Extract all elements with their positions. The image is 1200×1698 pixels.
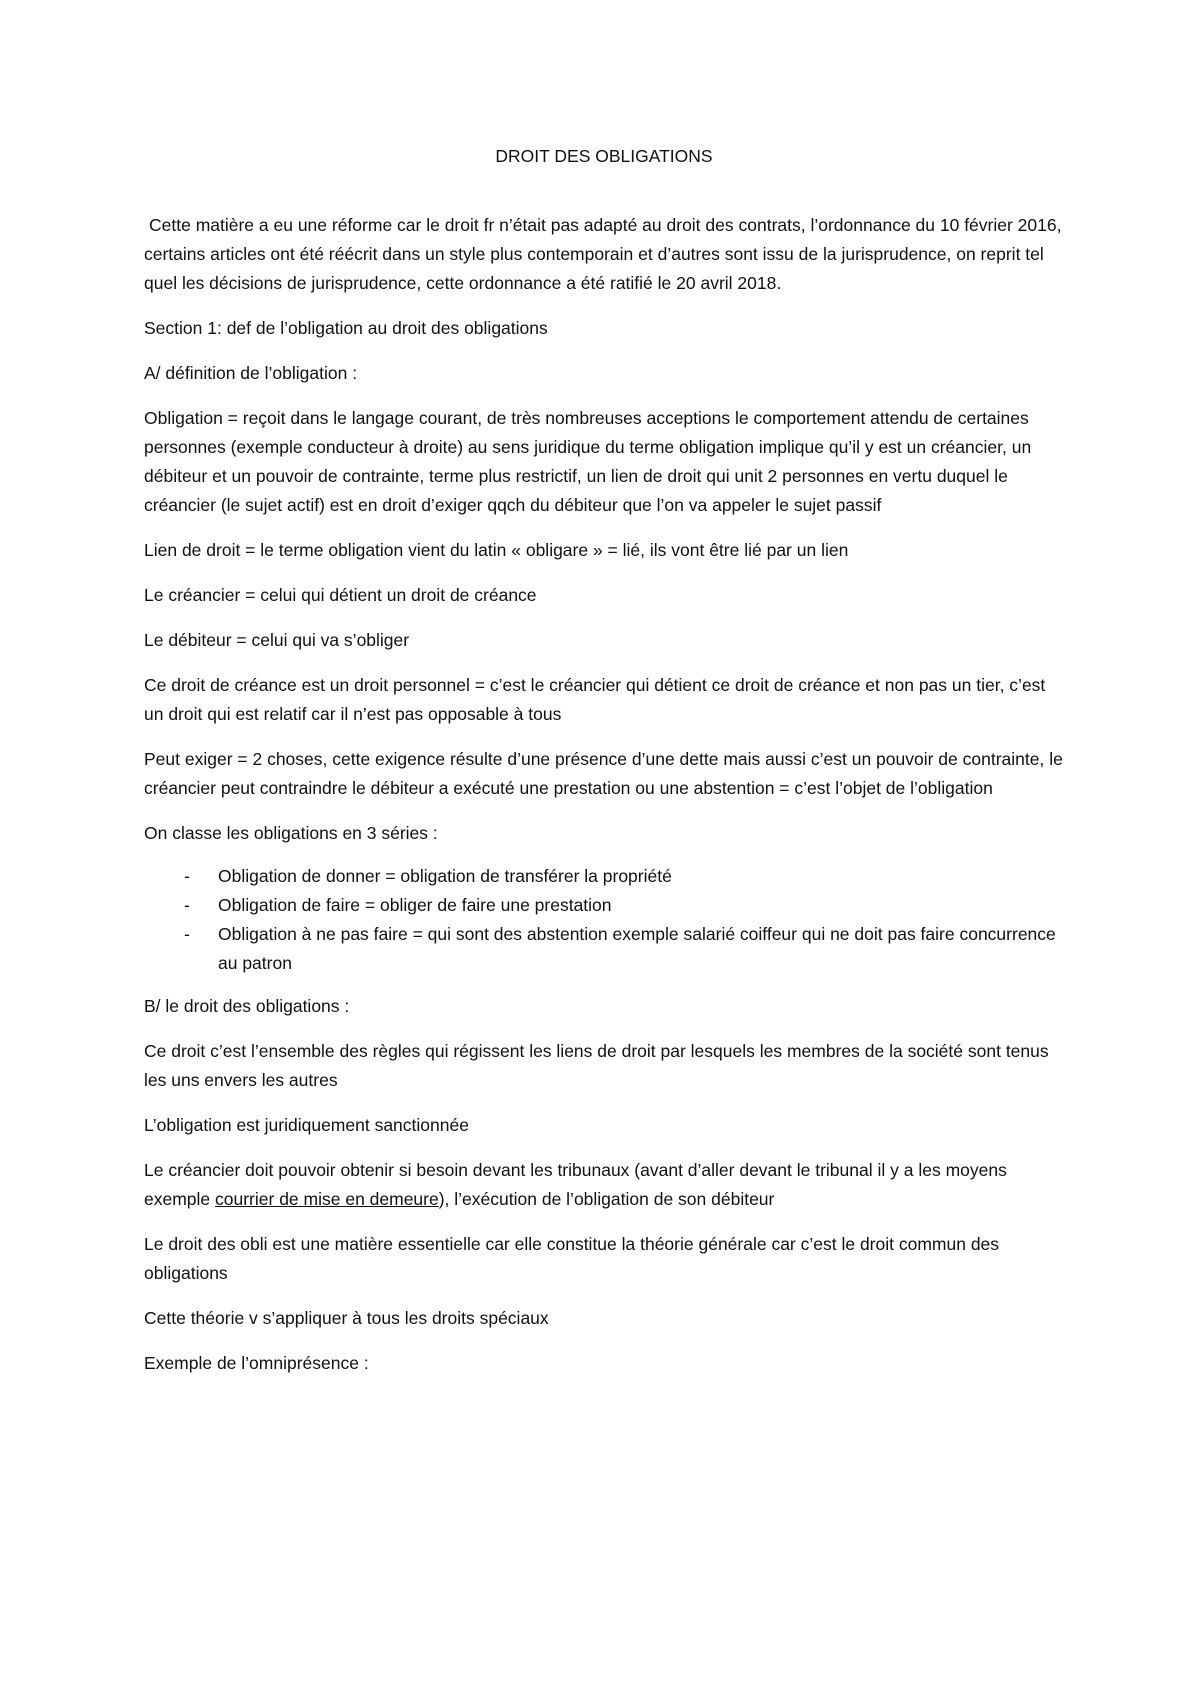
creancier-tribunaux-text-end: ), l’exécution de l’obligation de son débiteur: [438, 1189, 775, 1209]
creancier-tribunaux-text-start: Le créancier doit pouvoir obtenir si besoin devant les tribunaux (avant d’aller devant le tribunal il y a les moyens exemple: [144, 1160, 1007, 1209]
droits-speciaux-paragraph: Cette théorie v s’appliquer à tous les droits spéciaux: [144, 1308, 549, 1328]
debiteur-paragraph: Le débiteur = celui qui va s’obliger: [144, 630, 410, 650]
intro-paragraph: Cette matière a eu une réforme car le droit fr n’était pas adapté au droit des contrats, l’ordonnance du 10 février 2016, certains articles ont été réécrit dans un style plus contemporain et d’autres sont issu de la jurisprudence, on reprit tel quel les décisions de jurisprudence, cette ordonnance a été ratifié le 20 avril 2018.: [144, 215, 1062, 293]
subsection-b-heading: B/ le droit des obligations :: [144, 996, 350, 1016]
omnipresence-heading: Exemple de l’omniprésence :: [144, 1353, 369, 1373]
obligation-definition-paragraph: Obligation = reçoit dans le langage courant, de très nombreuses acceptions le comportement attendu de certaines personnes (exemple conducteur à droite) au sens juridique du terme obligation implique qu’il y est un créancier, un débiteur et un pouvoir de contrainte, terme plus restrictif, un lien de droit qui unit 2 personnes en vertu duquel le créancier (le sujet actif) est en droit d’exiger qqch du débiteur que l’on va appeler le sujet passif: [144, 408, 1032, 515]
list-item: [144, 862, 1064, 891]
classification-list: [144, 862, 1064, 978]
lien-de-droit-paragraph: Lien de droit = le terme obligation vient du latin « obligare » = lié, ils vont être lié par un lien: [144, 540, 849, 560]
classification-intro: On classe les obligations en 3 séries :: [144, 823, 438, 843]
subsection-a-heading: A/ définition de l’obligation :: [144, 363, 358, 383]
sanction-paragraph: L’obligation est juridiquement sanctionnée: [144, 1115, 469, 1135]
mise-en-demeure-underlined-text: courrier de mise en demeure: [215, 1189, 439, 1209]
section-1-heading: Section 1: def de l’obligation au droit des obligations: [144, 318, 548, 338]
list-item: [144, 920, 1064, 978]
list-item-text: Obligation à ne pas faire = qui sont des abstention exemple salarié coiffeur qui ne doit pas faire concurrence au patron: [218, 924, 1056, 973]
peut-exiger-paragraph: Peut exiger = 2 choses, cette exigence résulte d’une présence d’une dette mais aussi c’est un pouvoir de contrainte, le créancier peut contraindre le débiteur a exécuté une prestation ou une abstention = c’est l’objet de l’obligation: [144, 749, 1063, 798]
document-title: DROIT DES OBLIGATIONS: [495, 146, 713, 166]
list-dash: -: [184, 866, 190, 886]
creancier-tribunaux-paragraph: [144, 1156, 1064, 1214]
list-item: [144, 891, 1064, 920]
list-dash: -: [184, 924, 190, 944]
theorie-generale-paragraph: Le droit des obli est une matière essentielle car elle constitue la théorie générale car c’est le droit commun des obligations: [144, 1234, 1000, 1283]
droit-definition-paragraph: Ce droit c’est l’ensemble des règles qui régissent les liens de droit par lesquels les membres de la société sont tenus les uns envers les autres: [144, 1041, 1049, 1090]
list-dash: -: [184, 895, 190, 915]
list-item-text: Obligation de donner = obligation de transférer la propriété: [218, 866, 672, 886]
droit-de-creance-paragraph: Ce droit de créance est un droit personnel = c’est le créancier qui détient ce droit de créance et non pas un tier, c’est un droit qui est relatif car il n’est pas opposable à tous: [144, 675, 1046, 724]
creancier-paragraph: Le créancier = celui qui détient un droit de créance: [144, 585, 537, 605]
list-item-text: Obligation de faire = obliger de faire une prestation: [218, 895, 612, 915]
document-body: [144, 142, 1064, 1394]
